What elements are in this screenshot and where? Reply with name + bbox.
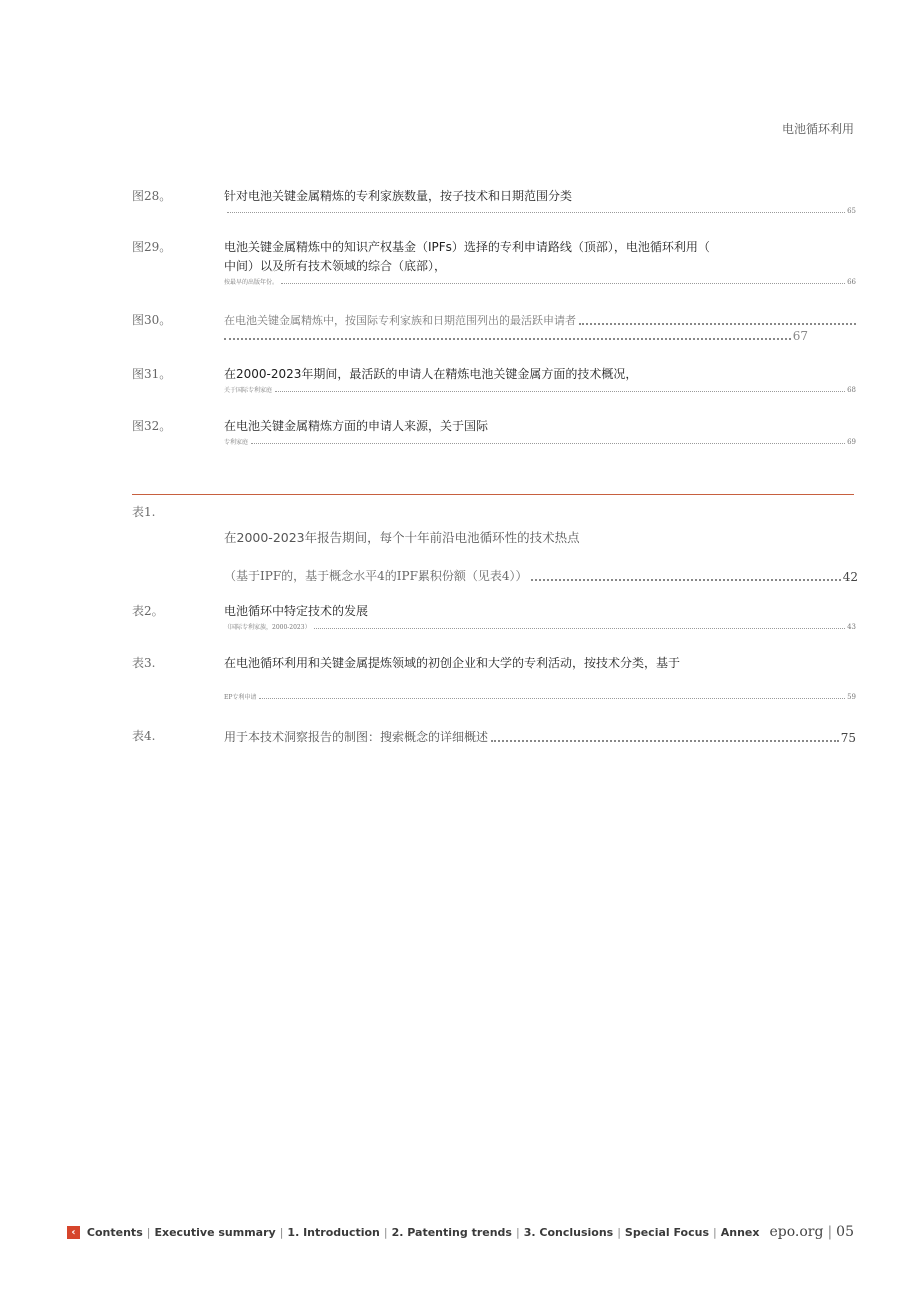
entry-title: 在电池循环利用和关键金属提炼领域的初创企业和大学的专利活动，按技术分类，基于 — [224, 656, 681, 670]
toc-entry-table-1[interactable] — [132, 503, 856, 584]
dot-leader — [259, 698, 845, 699]
site-link[interactable]: epo.org — [769, 1224, 824, 1240]
entry-subtitle: 关于国际专利家庭 — [224, 387, 273, 394]
toc-entry-table-3[interactable] — [132, 654, 856, 701]
dot-leader — [579, 323, 856, 325]
leader-line — [224, 437, 856, 446]
leader-line — [224, 692, 856, 701]
entry-label: 图30。 — [132, 313, 172, 327]
entry-page[interactable]: 66 — [847, 278, 856, 286]
leader-line — [224, 277, 856, 286]
entry-label: 图31。 — [132, 367, 172, 381]
dot-leader — [281, 283, 845, 284]
entry-label: 表1. — [132, 505, 156, 519]
entry-label: 表2。 — [132, 604, 164, 618]
nav-conclusions[interactable]: 3. Conclusions — [523, 1225, 614, 1239]
entry-title: 用于本技术洞察报告的制图：搜索概念的详细概述 — [224, 730, 489, 744]
entry-title-line-2: 中间）以及所有技术领域的综合（底部）， — [224, 259, 447, 273]
leader-line — [224, 385, 856, 394]
entry-title-line-1: 电池关键金属精炼中的知识产权基金（IPFs）选择的专利申请路线（顶部），电池循环利用（ — [224, 240, 710, 254]
nav-separator: | — [713, 1225, 717, 1239]
entry-page[interactable]: 43 — [847, 623, 856, 631]
toc-entry-table-2[interactable] — [132, 602, 856, 631]
entry-label: 表3. — [132, 656, 156, 670]
nav-introduction[interactable]: 1. Introduction — [287, 1225, 380, 1239]
footer-nav — [67, 1222, 854, 1242]
nav-separator: | — [146, 1225, 151, 1239]
page-separator: | — [827, 1224, 833, 1240]
toc-entry-figure-30[interactable] — [132, 311, 856, 343]
entry-subtitle: 专利家庭 — [224, 439, 249, 446]
entry-subtitle: 按最早的出版年份。 — [224, 279, 279, 286]
dot-leader — [275, 391, 845, 392]
entry-label: 图29。 — [132, 240, 172, 254]
entry-subtitle: （国际专利家族，2000-2023） — [224, 624, 311, 631]
leader-line — [224, 567, 858, 584]
entry-page[interactable]: 75 — [840, 731, 856, 745]
dot-leader — [251, 443, 845, 444]
entry-title: 在2000-2023年报告期间，每个十年前沿电池循环性的技术热点 — [224, 530, 580, 545]
toc-entry-figure-32[interactable] — [132, 417, 856, 446]
entry-subtitle: EP专利申请 — [224, 694, 257, 701]
entry-title: 针对电池关键金属精炼的专利家族数量，按子技术和日期范围分类 — [224, 189, 573, 203]
nav-patenting-trends[interactable]: 2. Patenting trends — [391, 1225, 512, 1239]
leader-line-2 — [224, 329, 808, 343]
entry-label: 表4. — [132, 729, 156, 743]
leader-line — [224, 622, 856, 631]
nav-separator: | — [515, 1225, 520, 1239]
leader-line-1 — [224, 312, 856, 328]
running-header: 电池循环利用 — [781, 122, 854, 136]
toc-entry-table-4[interactable] — [132, 727, 856, 745]
toc-entry-figure-28[interactable] — [132, 187, 856, 215]
section-divider — [132, 494, 854, 495]
dot-leader — [531, 579, 841, 581]
dot-leader — [491, 740, 839, 742]
entry-label: 图32。 — [132, 419, 172, 433]
entry-page[interactable]: 68 — [847, 386, 856, 394]
nav-separator: | — [617, 1225, 621, 1239]
nav-contents[interactable]: Contents — [86, 1225, 143, 1239]
entry-page[interactable]: 67 — [792, 329, 808, 343]
section-nav — [87, 1226, 760, 1239]
entry-title: 在2000-2023年期间，最活跃的申请人在精炼电池关键金属方面的技术概况， — [224, 367, 638, 381]
nav-annex[interactable]: Annex — [720, 1225, 760, 1239]
entry-page[interactable]: 42 — [842, 570, 858, 584]
entry-page[interactable]: 69 — [847, 438, 856, 446]
dot-leader — [227, 212, 845, 213]
nav-separator: | — [279, 1225, 284, 1239]
entry-label: 图28。 — [132, 189, 172, 203]
nav-separator: | — [383, 1225, 388, 1239]
entry-title: 在电池关键金属精炼中，按国际专利家族和日期范围列出的最活跃申请者 — [224, 314, 576, 327]
entry-subtitle: （基于IPF的，基于概念水平4的IPF累积份额（见表4）） — [224, 569, 528, 583]
dot-leader — [224, 338, 791, 340]
dot-leader — [314, 628, 846, 629]
entry-title: 在电池关键金属精炼方面的申请人来源，关于国际 — [224, 419, 489, 433]
toc-entry-figure-29[interactable] — [132, 238, 856, 286]
leader-line — [224, 728, 856, 745]
nav-special-focus[interactable]: Special Focus — [624, 1225, 710, 1239]
entry-page[interactable]: 65 — [847, 207, 856, 215]
nav-executive-summary[interactable]: Executive summary — [154, 1225, 276, 1239]
entry-page[interactable]: 59 — [847, 693, 856, 701]
entry-title: 电池循环中特定技术的发展 — [224, 604, 369, 618]
chevron-left-icon[interactable]: ‹ — [67, 1226, 80, 1239]
leader-line — [224, 207, 856, 215]
page-number: 05 — [836, 1224, 854, 1240]
toc-entry-figure-31[interactable] — [132, 365, 856, 394]
